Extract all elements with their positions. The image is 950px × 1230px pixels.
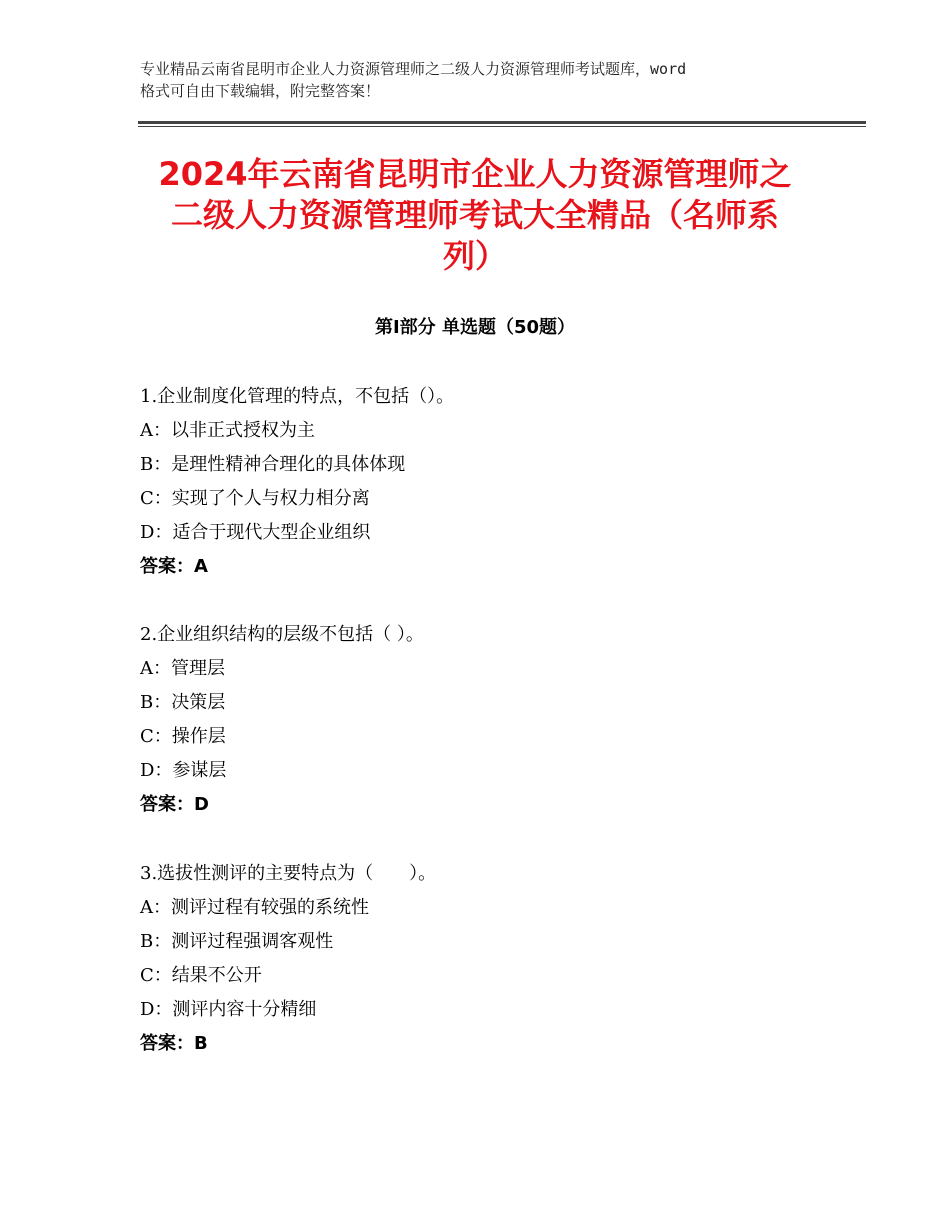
question-block: [140, 857, 830, 1061]
option-c: C：结果不公开: [140, 965, 262, 986]
option-d: D：适合于现代大型企业组织: [140, 522, 371, 543]
option-c: C：实现了个人与权力相分离: [140, 488, 370, 509]
question-block: [140, 380, 830, 584]
document-title: [138, 154, 812, 277]
option-d: D：测评内容十分精细: [140, 999, 317, 1020]
answer-line: 答案：B: [140, 1033, 208, 1054]
header-divider-thin: [138, 126, 866, 127]
option-b: B：决策层: [140, 692, 226, 713]
answer-line: 答案：D: [140, 794, 209, 815]
answer-line: 答案：A: [140, 556, 208, 577]
header-note: [140, 58, 830, 102]
question-stem: 3.选拔性测评的主要特点为（ ）。: [140, 863, 437, 884]
document-title-line-1: 2024年云南省昆明市企业人力资源管理师之: [158, 155, 792, 193]
document-title-line-2: 二级人力资源管理师考试大全精品（名师系: [170, 196, 779, 234]
header-note-line-1: 专业精品云南省昆明市企业人力资源管理师之二级人力资源管理师考试题库，word: [140, 60, 687, 78]
document-title-line-3: 列）: [442, 237, 507, 275]
option-d: D：参谋层: [140, 760, 227, 781]
option-b: B：测评过程强调客观性: [140, 931, 334, 952]
option-c: C：操作层: [140, 726, 226, 747]
question-block: [140, 618, 830, 822]
option-a: A：测评过程有较强的系统性: [140, 897, 369, 918]
option-b: B：是理性精神合理化的具体体现: [140, 454, 406, 475]
header-divider-thick: [138, 121, 866, 124]
question-stem: 1.企业制度化管理的特点，不包括（）。: [140, 386, 455, 407]
option-a: A：管理层: [140, 658, 225, 679]
question-stem: 2.企业组织结构的层级不包括（ ）。: [140, 624, 424, 645]
section-heading: 第Ⅰ部分 单选题（50题）: [374, 317, 575, 338]
header-note-line-2: 格式可自由下载编辑，附完整答案！: [140, 82, 381, 100]
option-a: A：以非正式授权为主: [140, 420, 315, 441]
